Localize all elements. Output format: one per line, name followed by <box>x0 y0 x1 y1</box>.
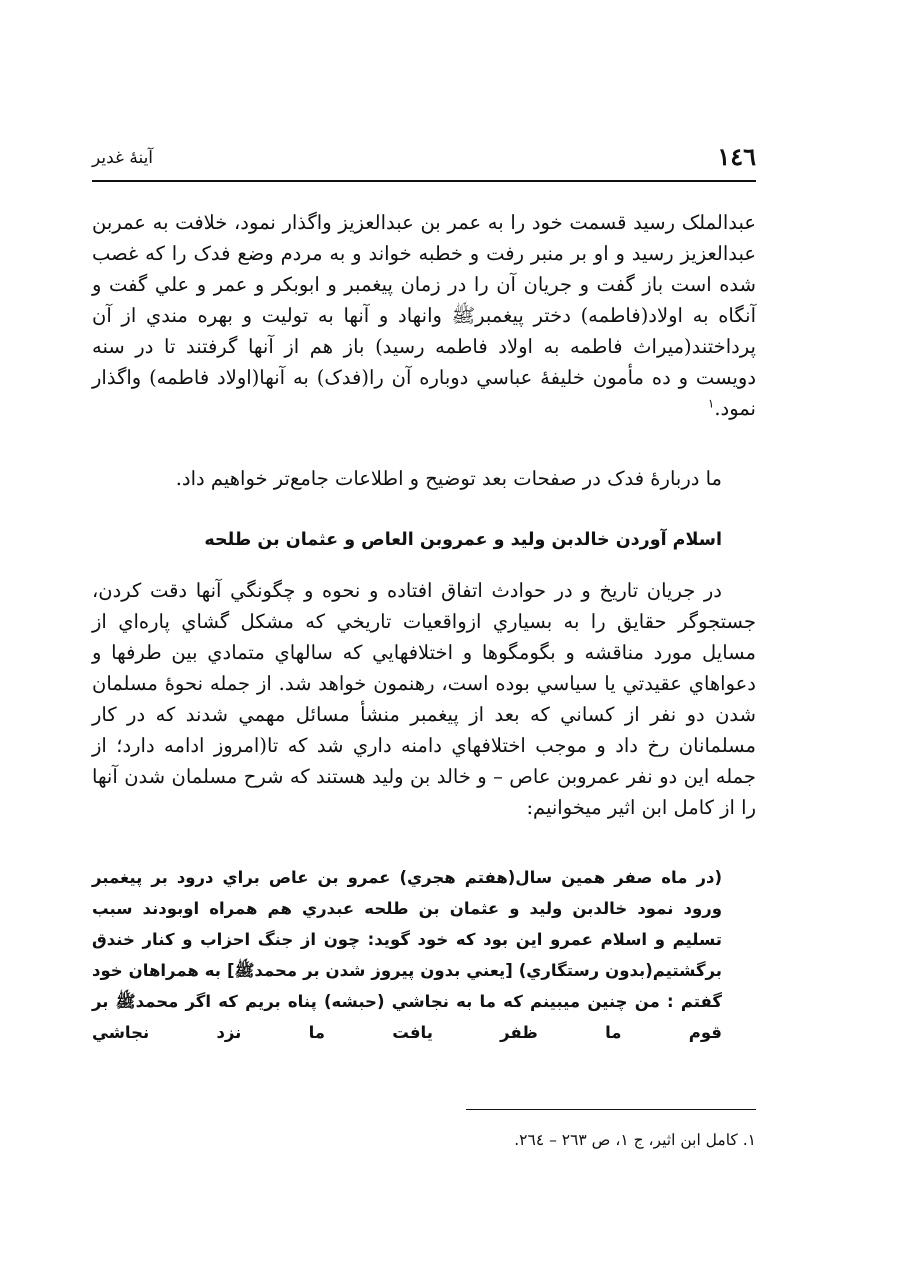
footnote-divider <box>466 1109 756 1110</box>
paragraph-fadak-note <box>92 463 756 494</box>
header-divider <box>92 180 756 182</box>
footnote: ١. کامل ابن اثير، ج ١، ص ٢٦٣ – ٢٦٤. <box>514 1131 756 1149</box>
section-heading: اسلام آوردن خالدبن وليد و عمروبن العاص و عثمان بن طلحه <box>204 530 722 550</box>
running-title: آينۀ غدير <box>92 148 154 168</box>
paragraph-text: ما دربارۀ فدک در صفحات بعد توضيح و اطلاعات جامع‌تر خواهيم داد. <box>175 467 722 490</box>
page-number: ١٤٦ <box>717 142 756 171</box>
paragraph-fadak-history <box>92 207 756 424</box>
paragraph-text: در جريان تاريخ و در حوادث اتفاق افتاده و نحوه و چگونگي آنها دقت کردن، جستجوگر حقايق را به بسياري ازواقعيات تاريخي که مشکل گشاي پاره‌اي از مسايل مورد مناقشه و بگومگوها و اختلافهايي که سالهاي متمادي بين طرفها و دعواهاي عقيدتي يا سياسي بوده است، رهنمون خواهد شد. از جمله نحوۀ مسلمان شدن دو نفر از کساني که بعد از پيغمبر منشأ مسائل مهمي شدند که در کار مسلمانان رخ داد و موجب اختلافهاي دامنه داري شد که تا(امروز ادامه دارد؛ از جمله اين دو نفر عمروبن عاص – و خالد بن وليد هستند که شرح مسلمان شدن آنها را از کامل ابن اثير ميخوانيم: <box>92 579 756 819</box>
footnote-reference: ١ <box>707 396 715 411</box>
paragraph-history-intro <box>92 575 756 823</box>
quoted-passage: (در ماه صفر همين سال(هفتم هجري) عمرو بن عاص براي درود بر پيغمبر ورود نمود خالدبن وليد و عثمان بن طلحه عبدري هم همراه اوبودند سبب تسليم و اسلام عمرو اين بود که خود گويد: چون از جنگ احزاب و کنار خندق برگشتيم(بدون رستگاري) [يعني بدون پيروز شدن بر محمدﷺ] به همراهان خود گفتم : من چنين ميبينم که ما به نجاشي (حبشه) پناه بريم که اگر محمدﷺ بر قوم ما ظفر يافت ما نزد نجاشي <box>92 868 722 1042</box>
paragraph-text: عبدالملک رسيد قسمت خود را به عمر بن عبدالعزيز واگذار نمود، خلافت به عمربن عبدالعزيز رسيد و او بر منبر رفت و خطبه خواند و به مردم وضع فدک را که غصب شده است باز گفت و جريان آن را در زمان پيغمبر و ابوبکر و عمر و علي گفت و آنگاه به اولاد(فاطمه) دختر پيغمبرﷺ وانهاد و آنها به توليت و بهره مندي از آن پرداختند(ميراث فاطمه به اولاد فاطمه رسيد) باز هم از آنها گرفتند تا در سنه دويست و ده مأمون خليفۀ عباسي دوباره آن را(فدک) به آنها(اولاد فاطمه) واگذار نمود. <box>92 211 756 420</box>
page-header <box>92 140 756 180</box>
